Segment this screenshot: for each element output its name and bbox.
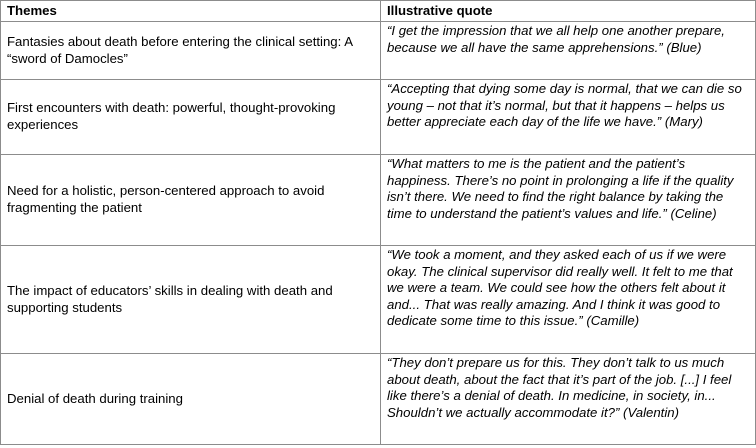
quote-author: (Blue) bbox=[666, 39, 702, 55]
theme-cell: Need for a holistic, person-centered approach to avoid fragmenting the patient bbox=[1, 155, 381, 246]
quote-cell bbox=[381, 354, 756, 445]
quote-text: “We took a moment, and they asked each of us if we were okay. The clinical supervisor did really well. It felt to me that we were a team. We could see how the others felt about it and... That was really amazing. And I think it was good to dedicate some time to this issue.” bbox=[387, 247, 733, 329]
table-row bbox=[1, 22, 756, 80]
table-row bbox=[1, 246, 756, 354]
header-themes: Themes bbox=[1, 1, 381, 22]
quote-cell bbox=[381, 80, 756, 155]
header-illustrative-quote: Illustrative quote bbox=[381, 1, 756, 22]
quote-text: “I get the impression that we all help one another prepare, because we all have the same apprehensions.” bbox=[387, 23, 725, 55]
quote-text: “What matters to me is the patient and the patient’s happiness. There’s no point in prolonging a life if the quality isn’t there. We need to find the right balance by taking the time to understand the patient’s values and life.” bbox=[387, 156, 734, 221]
quote-author: (Valentin) bbox=[623, 404, 679, 420]
quote-text: “Accepting that dying some day is normal, that we can die so young – not that it’s normal, but that it happens – helps us better appreciate each day of the life we have.” bbox=[387, 81, 742, 130]
quote-cell bbox=[381, 155, 756, 246]
theme-cell: Fantasies about death before entering the clinical setting: A “sword of Damocles” bbox=[1, 22, 381, 80]
quote-cell bbox=[381, 246, 756, 354]
table-row bbox=[1, 80, 756, 155]
quote-text: “They don’t prepare us for this. They don’t talk to us much about death, about the fact that it’s part of the job. [...] I feel like there’s a denial of death. In medicine, in society, in... Shouldn’t we actually accommodate it?” bbox=[387, 355, 732, 420]
quote-author: (Mary) bbox=[664, 114, 703, 130]
theme-cell: The impact of educators’ skills in dealing with death and supporting students bbox=[1, 246, 381, 354]
quote-author: (Celine) bbox=[670, 205, 717, 221]
quote-cell bbox=[381, 22, 756, 80]
table-row bbox=[1, 354, 756, 445]
table-row bbox=[1, 155, 756, 246]
header-row bbox=[1, 1, 756, 22]
theme-cell: Denial of death during training bbox=[1, 354, 381, 445]
theme-cell: First encounters with death: powerful, thought-provoking experiences bbox=[1, 80, 381, 155]
quote-author: (Camille) bbox=[586, 313, 640, 329]
